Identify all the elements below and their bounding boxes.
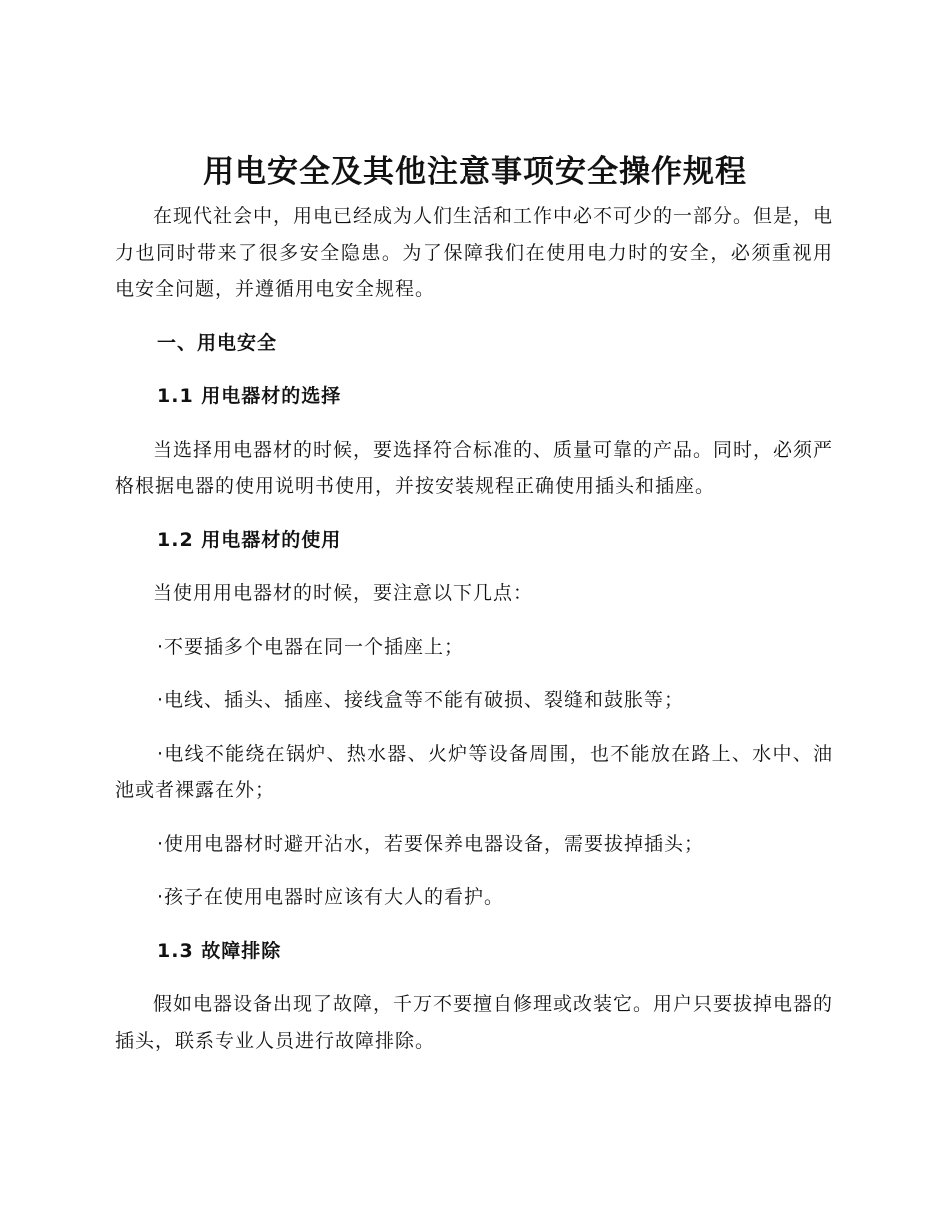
section-heading-electrical-safety: 一、用电安全 xyxy=(157,331,278,354)
list-item: ·使用电器材时避开沾水，若要保养电器设备，需要拔掉插头； xyxy=(157,832,705,855)
intro-paragraph: 在现代社会中，用电已经成为人们生活和工作中必不可少的一部分。但是，电力也同时带来了很多安全隐患。为了保障我们在使用电力时的安全，必须重视用电安全问题，并遵循用电安全规程。 xyxy=(115,205,834,300)
list-item: ·电线不能绕在锅炉、热水器、火炉等设备周围，也不能放在路上、水中、油池或者裸露在外； xyxy=(115,742,833,801)
list-item: ·孩子在使用电器时应该有大人的看护。 xyxy=(157,886,505,908)
document-body xyxy=(115,198,833,1059)
subsection-heading-equipment-selection: 1.1 用电器材的选择 xyxy=(157,385,342,407)
equipment-selection-paragraph: 当选择用电器材的时候，要选择符合标准的、质量可靠的产品。同时，必须严格根据电器的使用说明书使用，并按安装规程正确使用插头和插座。 xyxy=(115,438,834,497)
subsection-heading-troubleshooting: 1.3 故障排除 xyxy=(157,939,282,962)
equipment-use-paragraph: 当使用用电器材的时候，要注意以下几点： xyxy=(153,582,534,604)
list-item: ·不要插多个电器在同一个插座上； xyxy=(157,635,465,658)
list-item: ·电线、插头、插座、接线盒等不能有破损、裂缝和鼓胀等； xyxy=(157,689,685,711)
document-title: 用电安全及其他注意事项安全操作规程 xyxy=(203,154,747,190)
subsection-heading-equipment-use: 1.2 用电器材的使用 xyxy=(157,528,342,551)
troubleshooting-paragraph: 假如电器设备出现了故障，千万不要擅自修理或改装它。用户只要拔掉电器的插头，联系专业人员进行故障排除。 xyxy=(115,993,834,1052)
